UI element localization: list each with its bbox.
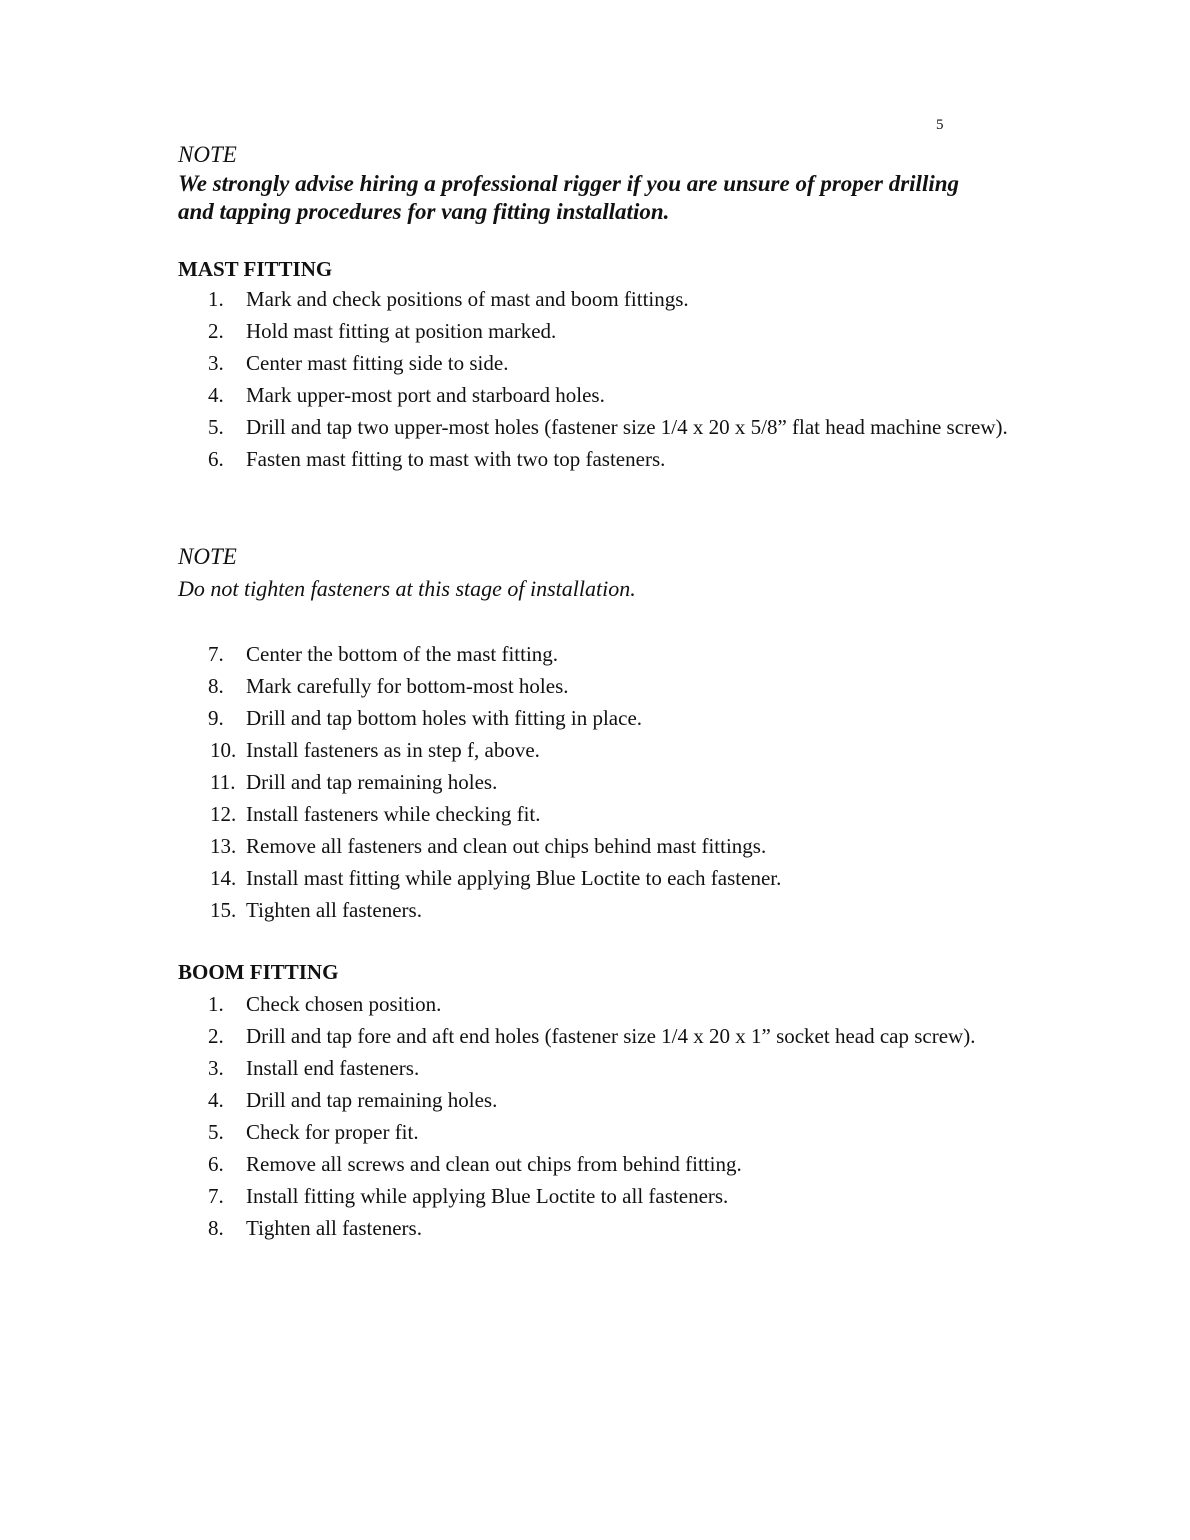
step-text: Install fasteners while checking fit. (246, 802, 541, 826)
mast-steps-list-continued (178, 638, 1008, 926)
step-item (178, 734, 1008, 766)
step-item (178, 798, 1008, 830)
step-text: Install fasteners as in step f, above. (246, 738, 540, 762)
step-text: Remove all screws and clean out chips from behind fitting. (246, 1152, 742, 1176)
step-item (178, 411, 1008, 443)
step-text: Install mast fitting while applying Blue Loctite to each fastener. (246, 866, 782, 890)
step-number: 4. (208, 1088, 224, 1112)
step-text: Drill and tap fore and aft end holes (fastener size 1/4 x 20 x 1” socket head cap screw). (246, 1024, 976, 1048)
step-number: 5. (208, 415, 224, 439)
note-label: NOTE (178, 544, 237, 569)
step-item (178, 1084, 1008, 1116)
step-number: 11. (210, 770, 236, 794)
step-text: Install end fasteners. (246, 1056, 420, 1080)
step-item (178, 1180, 1008, 1212)
step-number: 8. (208, 674, 224, 698)
step-text: Mark upper-most port and starboard holes. (246, 383, 605, 407)
step-item (178, 1212, 1008, 1244)
mast-fitting-heading: MAST FITTING (178, 257, 333, 281)
step-number: 9. (208, 706, 224, 730)
step-text: Check for proper fit. (246, 1120, 419, 1144)
step-text: Mark carefully for bottom-most holes. (246, 674, 569, 698)
step-item (178, 283, 1008, 315)
step-text: Fasten mast fitting to mast with two top fasteners. (246, 447, 666, 471)
step-text: Hold mast fitting at position marked. (246, 319, 557, 343)
step-item (178, 702, 1008, 734)
step-text: Center the bottom of the mast fitting. (246, 642, 559, 666)
step-item (178, 1052, 1008, 1084)
step-item (178, 988, 1008, 1020)
step-number: 1. (208, 992, 224, 1016)
step-number: 8. (208, 1216, 224, 1240)
step-text: Drill and tap remaining holes. (246, 770, 498, 794)
step-item (178, 379, 1008, 411)
step-item (178, 1020, 1008, 1052)
step-item (178, 670, 1008, 702)
step-number: 7. (208, 1184, 224, 1208)
boom-steps-list (178, 988, 1008, 1244)
step-number: 3. (208, 1056, 224, 1080)
step-item (178, 862, 1008, 894)
note-text: Do not tighten fasteners at this stage of installation. (178, 576, 636, 601)
step-number: 13. (210, 834, 237, 858)
step-number: 4. (208, 383, 224, 407)
note-label: NOTE (178, 142, 237, 167)
step-text: Tighten all fasteners. (246, 1216, 422, 1240)
step-number: 15. (210, 898, 237, 922)
step-text: Mark and check positions of mast and boom fittings. (246, 287, 689, 311)
note-text: We strongly advise hiring a professional rigger if you are unsure of proper drilling and tapping procedures for vang fitting installation. (178, 171, 960, 224)
step-number: 10. (210, 738, 237, 762)
step-number: 6. (208, 447, 224, 471)
step-item (178, 894, 1008, 926)
step-text: Install fitting while applying Blue Loctite to all fasteners. (246, 1184, 729, 1208)
mast-steps-list (178, 283, 1008, 475)
step-text: Drill and tap two upper-most holes (fastener size 1/4 x 20 x 5/8” flat head machine screw). (246, 415, 1008, 439)
step-item (178, 766, 1008, 798)
step-text: Check chosen position. (246, 992, 442, 1016)
step-text: Remove all fasteners and clean out chips behind mast fittings. (246, 834, 767, 858)
step-number: 14. (210, 866, 237, 890)
step-item (178, 443, 1008, 475)
page-number: 5 (936, 117, 944, 133)
step-number: 2. (208, 1024, 224, 1048)
step-item (178, 1148, 1008, 1180)
step-text: Center mast fitting side to side. (246, 351, 509, 375)
step-item (178, 830, 1008, 862)
step-item (178, 1116, 1008, 1148)
step-item (178, 315, 1008, 347)
step-text: Drill and tap remaining holes. (246, 1088, 498, 1112)
step-number: 12. (210, 802, 237, 826)
boom-fitting-heading: BOOM FITTING (178, 960, 339, 984)
step-item (178, 347, 1008, 379)
step-number: 3. (208, 351, 224, 375)
step-number: 7. (208, 642, 224, 666)
step-number: 2. (208, 319, 224, 343)
step-text: Drill and tap bottom holes with fitting in place. (246, 706, 643, 730)
step-item (178, 638, 1008, 670)
step-number: 1. (208, 287, 224, 311)
step-number: 6. (208, 1152, 224, 1176)
step-number: 5. (208, 1120, 224, 1144)
step-text: Tighten all fasteners. (246, 898, 422, 922)
